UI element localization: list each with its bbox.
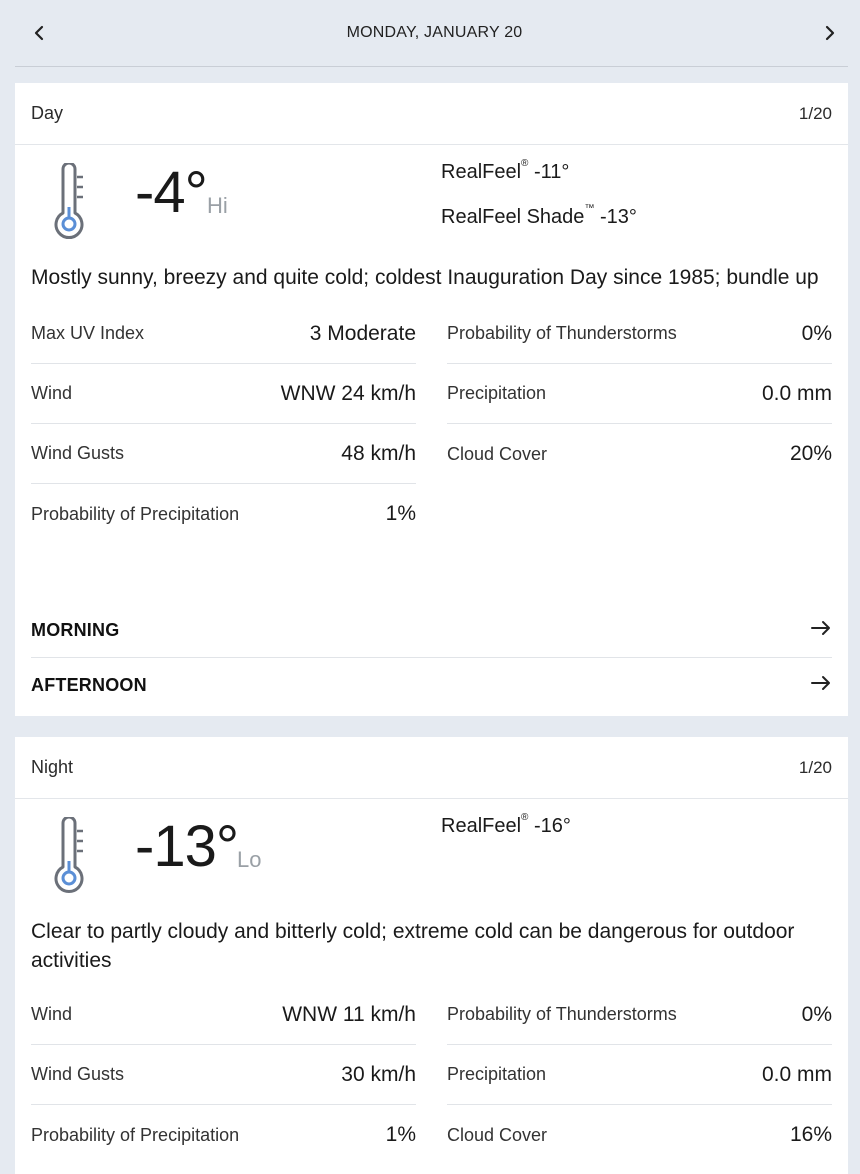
arrow-right-icon bbox=[810, 675, 832, 696]
realfeel-shade-mark: ™ bbox=[584, 203, 595, 215]
detail-row bbox=[31, 484, 416, 544]
detail-label: Probability of Thunderstorms bbox=[447, 1004, 677, 1024]
detail-row bbox=[31, 364, 416, 424]
detail-value: 48 km/h bbox=[341, 441, 416, 465]
realfeel-label: RealFeel bbox=[441, 161, 522, 183]
detail-label: Probability of Precipitation bbox=[31, 503, 240, 524]
detail-value: 30 km/h bbox=[341, 1062, 416, 1086]
detail-value: 0% bbox=[801, 1002, 832, 1026]
day-card-title: Day bbox=[31, 103, 64, 123]
day-realfeel-shade bbox=[441, 203, 637, 229]
detail-value: WNW 11 km/h bbox=[282, 1002, 416, 1026]
realfeel-mark: ® bbox=[521, 812, 529, 824]
night-card-header bbox=[15, 737, 848, 799]
detail-row bbox=[31, 985, 416, 1045]
detail-row bbox=[31, 304, 416, 364]
detail-row bbox=[447, 1045, 832, 1105]
day-temperature-row bbox=[15, 145, 848, 263]
detail-row bbox=[447, 1105, 832, 1165]
night-card-title: Night bbox=[31, 757, 74, 777]
date-title: MONDAY, JANUARY 20 bbox=[346, 24, 523, 41]
night-details bbox=[15, 985, 848, 1165]
date-navigation bbox=[15, 0, 848, 67]
thermometer-icon bbox=[53, 163, 89, 246]
detail-label: Probability of Thunderstorms bbox=[447, 323, 677, 343]
detail-value: 0.0 mm bbox=[761, 1062, 832, 1086]
day-card-date: 1/20 bbox=[798, 103, 832, 123]
realfeel-value: -16° bbox=[533, 815, 571, 837]
detail-label: Precipitation bbox=[447, 383, 547, 403]
night-low-label: Lo bbox=[237, 847, 262, 872]
detail-value: 0% bbox=[801, 321, 832, 345]
detail-row bbox=[31, 424, 416, 484]
detail-label: Probability of Precipitation bbox=[31, 1124, 240, 1145]
chevron-right-icon[interactable] bbox=[818, 21, 842, 45]
period-link-afternoon[interactable] bbox=[31, 658, 832, 713]
detail-label: Max UV Index bbox=[31, 323, 145, 343]
period-label: AFTERNOON bbox=[31, 675, 147, 695]
day-phrase: Mostly sunny, breezy and quite cold; coldest Inauguration Day since 1985; bundle up bbox=[31, 266, 819, 289]
detail-value: 0.0 mm bbox=[761, 381, 832, 405]
detail-label: Cloud Cover bbox=[447, 1124, 548, 1145]
day-high-temperature: -4° bbox=[135, 160, 207, 225]
night-low-temperature: -13° bbox=[135, 814, 239, 879]
detail-label: Wind bbox=[31, 383, 73, 403]
detail-label: Wind bbox=[31, 1004, 73, 1024]
detail-value: 16% bbox=[789, 1123, 832, 1146]
day-details bbox=[15, 304, 848, 544]
realfeel-mark: ® bbox=[521, 158, 529, 170]
detail-value: 1% bbox=[385, 1123, 416, 1146]
period-link-morning[interactable] bbox=[31, 603, 832, 658]
detail-value: WNW 24 km/h bbox=[280, 381, 416, 405]
day-realfeel bbox=[441, 158, 570, 184]
arrow-right-icon bbox=[810, 620, 832, 641]
thermometer-icon bbox=[53, 817, 89, 900]
detail-row bbox=[447, 424, 832, 484]
detail-value: 20% bbox=[789, 442, 832, 465]
period-label: MORNING bbox=[31, 619, 120, 640]
detail-row bbox=[447, 364, 832, 424]
detail-value: 1% bbox=[385, 502, 416, 525]
night-card-date: 1/20 bbox=[798, 757, 832, 777]
detail-row bbox=[31, 1045, 416, 1105]
night-temperature-row bbox=[15, 799, 848, 917]
chevron-left-icon[interactable] bbox=[27, 21, 51, 45]
night-forecast-card bbox=[15, 737, 848, 1174]
detail-row bbox=[447, 985, 832, 1045]
detail-label: Wind Gusts bbox=[31, 443, 125, 463]
realfeel-shade-label: RealFeel Shade bbox=[441, 206, 585, 228]
detail-label: Precipitation bbox=[447, 1064, 547, 1084]
realfeel-shade-value: -13° bbox=[600, 206, 637, 228]
day-high-label: Hi bbox=[207, 193, 228, 218]
detail-row bbox=[447, 304, 832, 364]
day-card-header bbox=[15, 83, 848, 145]
detail-row bbox=[31, 1105, 416, 1165]
realfeel-value: -11° bbox=[533, 161, 570, 183]
detail-value: 3 Moderate bbox=[309, 321, 416, 345]
night-phrase: Clear to partly cloudy and bitterly cold; extreme cold can be dangerous for outdoor activities bbox=[31, 920, 795, 972]
detail-label: Cloud Cover bbox=[447, 443, 548, 464]
night-realfeel bbox=[441, 812, 571, 838]
realfeel-label: RealFeel bbox=[441, 815, 522, 837]
detail-label: Wind Gusts bbox=[31, 1064, 125, 1084]
day-forecast-card bbox=[15, 83, 848, 716]
